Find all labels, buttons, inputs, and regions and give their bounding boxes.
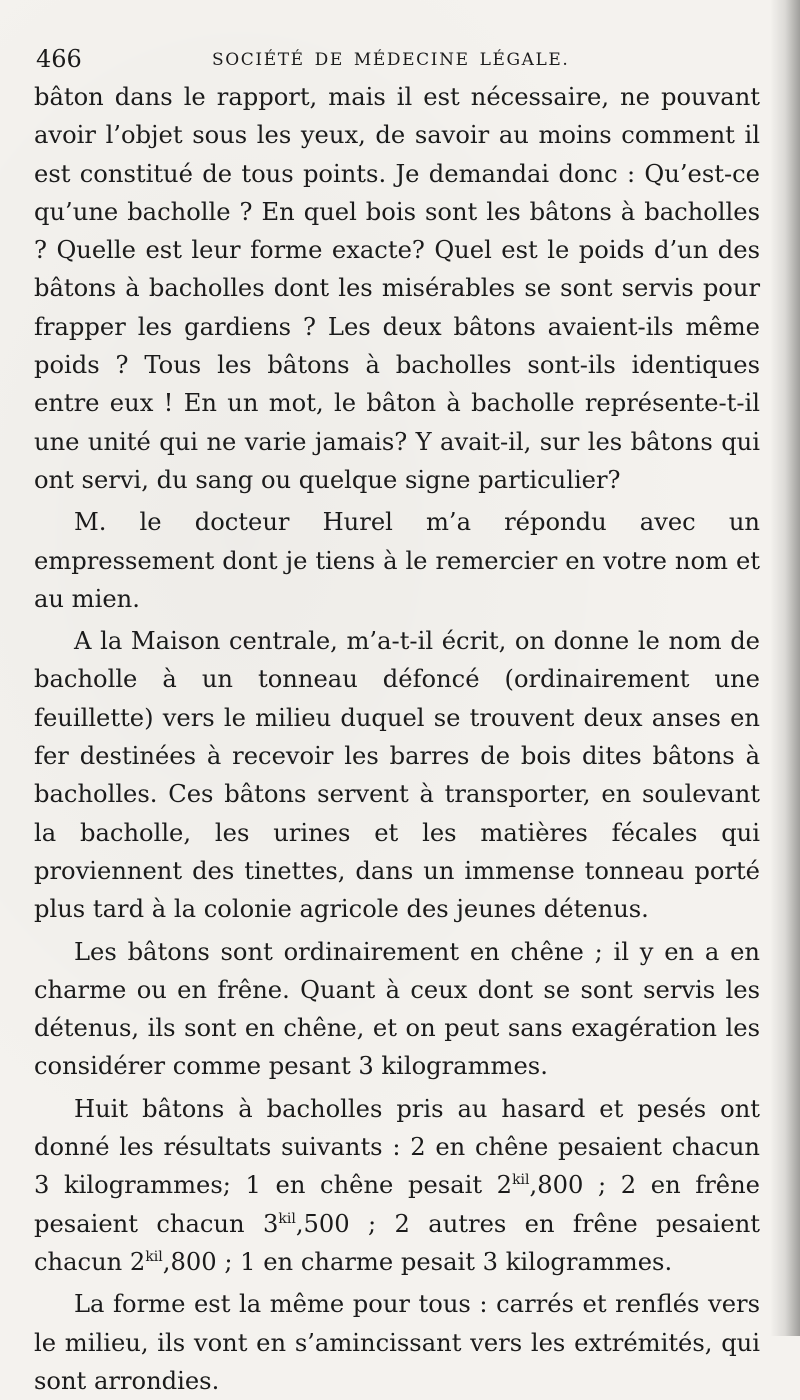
paragraph-continuation: bâton dans le rapport, mais il est nécessaire, ne pouvant avoir l’objet sous les yeux, de savoir au moins comment il est constitué de tous points. Je demandai donc : Qu’est-ce qu’une bacholle ? En quel bois sont les bâtons à bacholles ? Quelle est leur forme exacte? Quel est le poids d’un des bâtons à bacholles dont les misérables se sont servis pour frapper les gardiens ? Les deux bâtons avaient-ils même poids ? Tous les bâtons à bacholles sont-ils identiques entre eux ! En un mot, le bâton à bacholle représente-t-il une unité qui ne varie jamais? Y avait-il, sur les bâtons qui ont servi, du sang ou quelque signe particulier? <box>34 83 760 494</box>
weights-text-1: Huit bâtons à bacholles pris au hasard et pesés ont donné les résultats suivants : 2 en chêne pesaient chacun 3 kilogrammes; 1 en chêne pesait 2 <box>34 1094 760 1200</box>
journal-title: SOCIÉTÉ DE MÉDECINE LÉGALE. <box>212 50 570 70</box>
weights-text-2: ,800 ; 2 en frêne pesaient chacun 3 <box>34 1171 760 1238</box>
paragraph-bacholle-definition: A la Maison centrale, m’a-t-il écrit, on donne le nom de bacholle à un tonneau défoncé (ordinairement une feuillette) vers le milieu duquel se trouvent deux anses en fer destinées à recevoir les barres de bois dites bâtons à bacholles. Ces bâtons servent à transporter, en soulevant la bacholle, les urines et les matières fécales qui proviennent des tinettes, dans un immense tonneau porté plus tard à la colonie agricole des jeunes détenus. <box>34 627 760 924</box>
kil-superscript: kil <box>512 1172 530 1189</box>
weights-text-3: ,500 ; 2 autres en frêne pesaient chacun 2 <box>34 1209 761 1276</box>
paragraph-weights <box>34 1090 760 1281</box>
paragraph-shape: La forme est la même pour tous : carrés et renflés vers le milieu, ils vont en s’amincissant vers les extrémités, qui sont arrondies. <box>34 1290 760 1395</box>
kil-superscript: kil <box>278 1210 296 1227</box>
paragraph-hurel-reply: M. le docteur Hurel m’a répondu avec un empressement dont je tiens à le remercier en votre nom et au mien. <box>34 508 760 613</box>
body-text <box>34 78 760 1400</box>
page-number: 466 <box>36 45 82 73</box>
kil-superscript: kil <box>145 1248 163 1265</box>
weights-text-4: ,800 ; 1 en charme pesait 3 kilogrammes. <box>162 1247 673 1276</box>
running-head <box>36 44 766 74</box>
paragraph-wood-types: Les bâtons sont ordinairement en chêne ; il y en a en charme ou en frêne. Quant à ceux dont se sont servis les détenus, ils sont en chêne, et on peut sans exagération les considérer comme pesant 3 kilogrammes. <box>34 937 760 1081</box>
